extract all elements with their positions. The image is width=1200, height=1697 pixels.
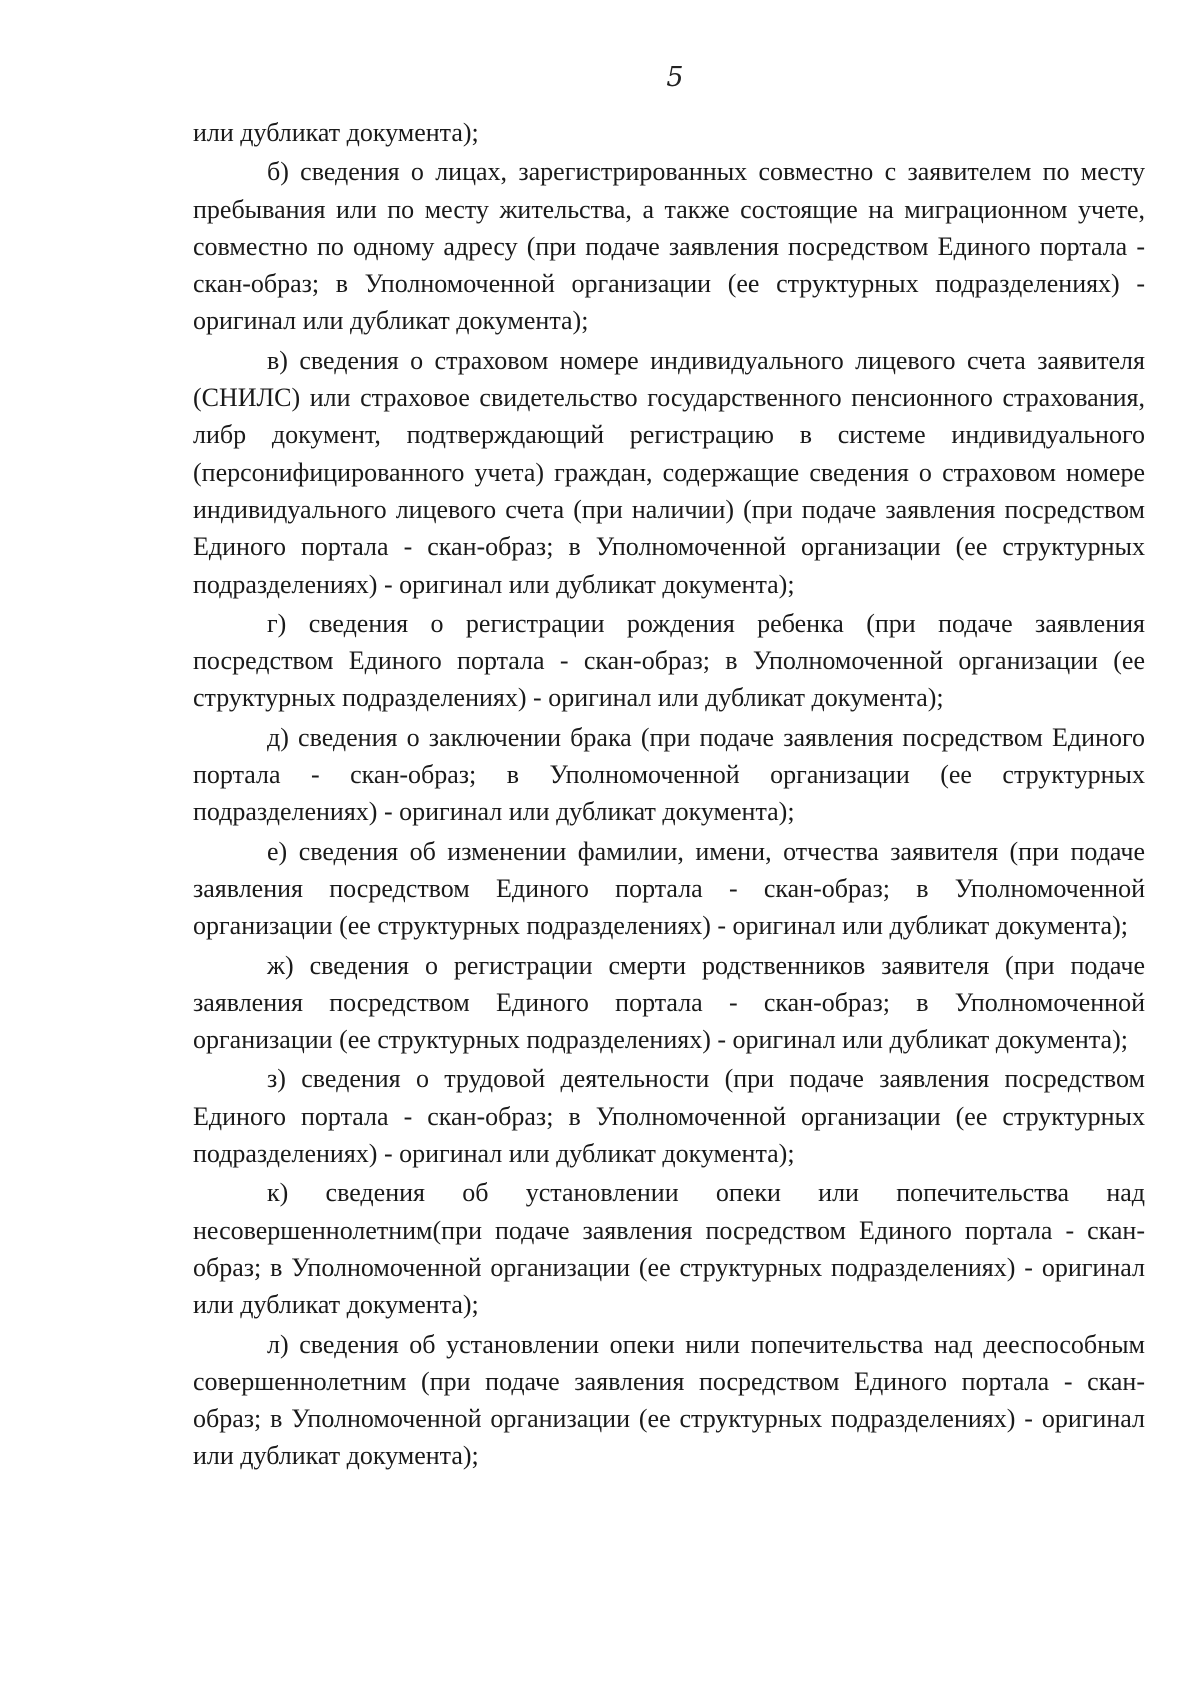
document-body bbox=[193, 114, 1145, 1477]
page-number: 5 bbox=[666, 62, 684, 93]
paragraph-item-zh: ж) сведения о регистрации смерти родственников заявителя (при подаче заявления посредством Единого портала - скан-образ; в Уполномоченной организации (ее структурных подразделениях) - оригинал или дубликат документа); bbox=[193, 950, 1145, 1055]
paragraph-item-v: в) сведения о страховом номере индивидуального лицевого счета заявителя (СНИЛС) или страховое свидетельство государственного пенсионного страхования, либр документ, подтверждающий регистрацию в системе индивидуального (персонифицированного учета) граждан, содержащие сведения о страховом номере индивидуального лицевого счета (при наличии) (при подаче заявления посредством Единого портала - скан-образ; в Уполномоченной организации (ее структурных подразделениях) - оригинал или дубликат документа); bbox=[193, 345, 1145, 599]
paragraph-item-k: к) сведения об установлении опеки или попечительства над несовершеннолетним(при подаче заявления посредством Единого портала - скан-образ; в Уполномоченной организации (ее структурных подразделениях) - оригинал или дубликат документа); bbox=[193, 1178, 1145, 1320]
paragraph-item-z: з) сведения о трудовой деятельности (при подаче заявления посредством Единого портала - скан-образ; в Уполномоченной организации (ее структурных подразделениях) - оригинал или дубликат документа); bbox=[193, 1064, 1145, 1169]
paragraph-item-g: г) сведения о регистрации рождения ребенка (при подаче заявления посредством Единого портала - скан-образ; в Уполномоченной организации (ее структурных подразделениях) - оригинал или дубликат документа); bbox=[193, 608, 1145, 713]
paragraph-item-l: л) сведения об установлении опеки нили попечительства над дееспособным совершеннолетним (при подаче заявления посредством Единого портала - скан-образ; в Уполномоченной организации (ее структурных подразделениях) - оригинал или дубликат документа); bbox=[193, 1329, 1145, 1471]
paragraph-item-e: е) сведения об изменении фамилии, имени, отчества заявителя (при подаче заявления посредством Единого портала - скан-образ; в Уполномоченной организации (ее структурных подразделениях) - оригинал или дубликат документа); bbox=[193, 836, 1145, 941]
paragraph-item-b: б) сведения о лицах, зарегистрированных совместно с заявителем по месту пребывания или по месту жительства, а также состоящие на миграционном учете, совместно по одному адресу (при подаче заявления посредством Единого портала - скан-образ; в Уполномоченной организации (ее структурных подразделениях) - оригинал или дубликат документа); bbox=[193, 157, 1145, 336]
paragraph-continuation: или дубликат документа); bbox=[193, 118, 479, 147]
paragraph-item-d: д) сведения о заключении брака (при подаче заявления посредством Единого портала - скан-образ; в Уполномоченной организации (ее структурных подразделениях) - оригинал или дубликат документа); bbox=[193, 722, 1145, 827]
